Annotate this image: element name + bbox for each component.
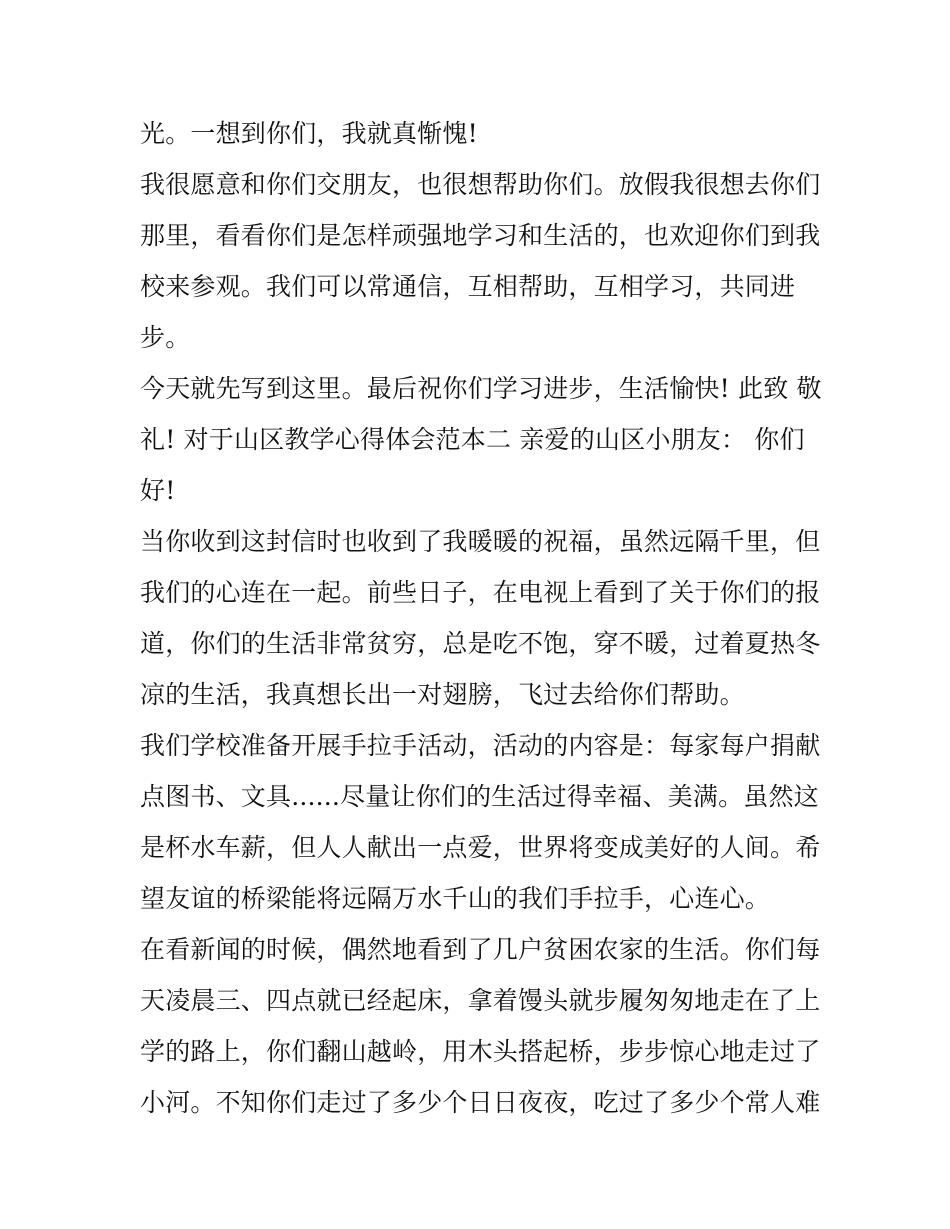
- document-body: [140, 108, 820, 1128]
- text-line: 点图书、文具......尽量让你们的生活过得幸福、美满。虽然这: [140, 782, 819, 811]
- paragraph-6: [140, 924, 820, 1128]
- text-line: 那里，看看你们是怎样顽强地学习和生活的，也欢迎你们到我: [140, 221, 821, 250]
- text-line: 天凌晨三、四点就已经起床，拿着馒头就步履匆匆地走在了上: [140, 986, 821, 1015]
- text-line: 步。: [140, 323, 191, 352]
- text-line: 是杯水车薪，但人人献出一点爱，世界将变成美好的人间。希: [140, 833, 821, 862]
- text-line: 我们的心连在一起。前些日子，在电视上看到了关于你们的报: [140, 578, 821, 607]
- text-line: 好!: [140, 476, 176, 505]
- text-line: 凉的生活，我真想长出一对翅膀，飞过去给你们帮助。: [140, 680, 745, 709]
- paragraph-2: [140, 159, 820, 363]
- text-line: 小河。不知你们走过了多少个日日夜夜，吃过了多少个常人难: [140, 1088, 821, 1117]
- text-line: 光。一想到你们，我就真惭愧!: [140, 119, 478, 148]
- text-line: 望友谊的桥梁能将远隔万水千山的我们手拉手，心连心。: [140, 884, 771, 913]
- text-line: 校来参观。我们可以常通信，互相帮助，互相学习，共同进: [140, 272, 796, 301]
- text-line: 道，你们的生活非常贫穷，总是吃不饱，穿不暖，过着夏热冬: [140, 629, 821, 658]
- paragraph-4: [140, 516, 820, 720]
- paragraph-5: [140, 720, 820, 924]
- text-line: 今天就先写到这里。最后祝你们学习进步，生活愉快! 此致 敬: [140, 374, 822, 403]
- text-line: 礼! 对于山区教学心得体会范本二 亲爱的山区小朋友： 你们: [140, 425, 805, 454]
- text-line: 当你收到这封信时也收到了我暖暖的祝福，虽然远隔千里，但: [140, 527, 821, 556]
- paragraph-1: [140, 108, 820, 159]
- paragraph-3: [140, 363, 820, 516]
- text-line: 我很愿意和你们交朋友，也很想帮助你们。放假我很想去你们: [140, 170, 821, 199]
- text-line: 学的路上，你们翻山越岭，用木头搭起桥，步步惊心地走过了: [140, 1037, 821, 1066]
- text-line: 在看新闻的时候，偶然地看到了几户贫困农家的生活。你们每: [140, 935, 821, 964]
- text-line: 我们学校准备开展手拉手活动，活动的内容是：每家每户捐献: [140, 731, 821, 760]
